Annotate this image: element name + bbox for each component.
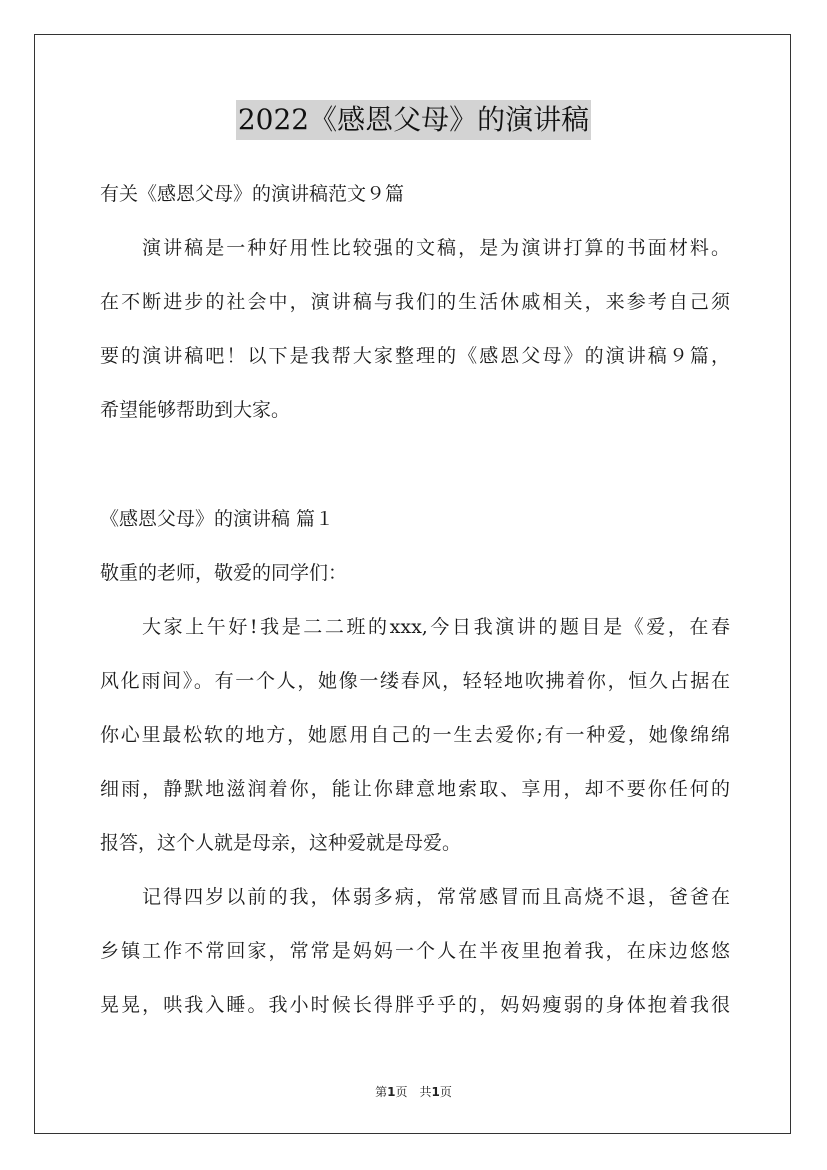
footer-page-total: 1 [431, 1085, 440, 1099]
salutation-line: 敬重的老师，敬爱的同学们： [100, 562, 348, 584]
document-title: 2022《感恩父母》的演讲稿 [236, 100, 591, 140]
footer-page-prefix: 第 [375, 1085, 388, 1099]
paragraph-line: 风化雨间》。有一个人，她像一缕春风，轻轻地吹拂着你，恒久占据在 [100, 670, 730, 692]
paragraph-line: 在不断进步的社会中，演讲稿与我们的生活休戚相关，来参考自己须 [100, 291, 730, 313]
footer-page-mid: 页 共 [395, 1085, 432, 1099]
paragraph-line: 希望能够帮助到大家。 [100, 399, 291, 421]
title-container [0, 100, 827, 140]
subtitle-line: 有关《感恩父母》的演讲稿范文９篇 [100, 183, 405, 205]
paragraph-line: 乡镇工作不常回家，常常是妈妈一个人在半夜里抱着我，在床边悠悠 [100, 940, 730, 962]
footer-page-current: 1 [387, 1085, 396, 1099]
paragraph-line: 晃晃，哄我入睡。我小时候长得胖乎乎的，妈妈瘦弱的身体抱着我很 [100, 994, 730, 1016]
page-footer [0, 1084, 827, 1100]
paragraph-line: 报答，这个人就是母亲，这种爱就是母爱。 [100, 832, 462, 854]
section-heading: 《感恩父母》的演讲稿 篇１ [100, 508, 335, 530]
paragraph-line: 大家上午好!我是二二班的xxx,今日我演讲的题目是《爱，在春 [142, 616, 730, 638]
paragraph-line: 你心里最松软的地方，她愿用自己的一生去爱你;有一种爱，她像绵绵 [100, 724, 730, 746]
paragraph-line: 记得四岁以前的我，体弱多病，常常感冒而且高烧不退，爸爸在 [142, 886, 730, 908]
paragraph-line: 要的演讲稿吧！以下是我帮大家整理的《感恩父母》的演讲稿９篇， [100, 345, 730, 367]
footer-page-suffix: 页 [439, 1085, 452, 1099]
paragraph-line: 细雨，静默地滋润着你，能让你肆意地索取、享用，却不要你任何的 [100, 778, 730, 800]
paragraph-line: 演讲稿是一种好用性比较强的文稿，是为演讲打算的书面材料。 [142, 237, 730, 259]
